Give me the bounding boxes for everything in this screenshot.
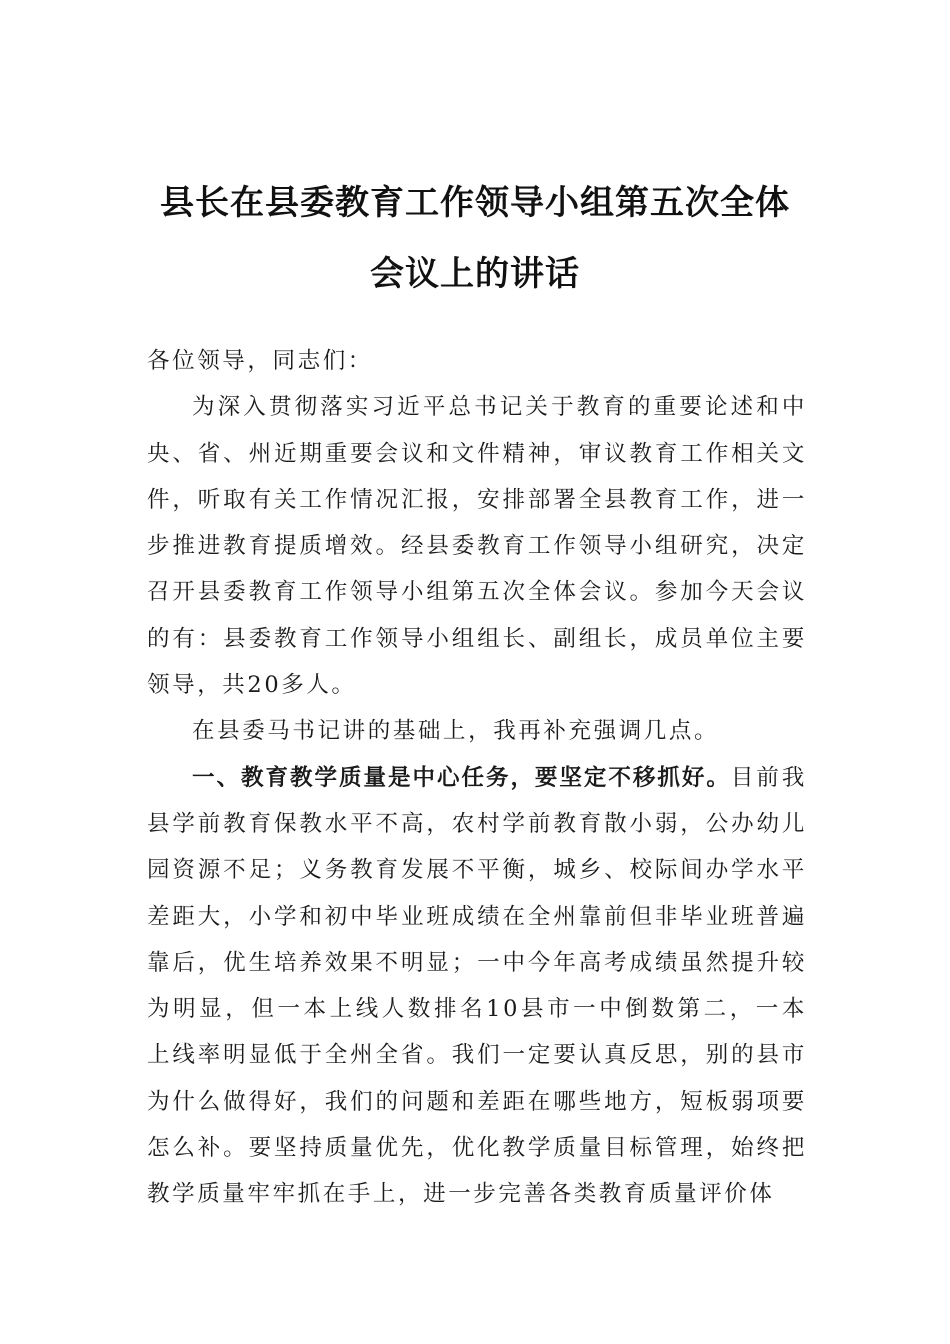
section-1-heading: 一、教育教学质量是中心任务，要坚定不移抓好。 <box>192 764 731 791</box>
salutation: 各位领导，同志们： <box>147 348 373 374</box>
document-title-line-1: 县长在县委教育工作领导小组第五次全体 <box>160 183 790 223</box>
paragraph-intro: 为深入贯彻落实习近平总书记关于教育的重要论述和中央、省、州近期重要会议和文件精神，审议教育工作相关文件，听取有关工作情况汇报，安排部署全县教育工作，进一步推进教育提质增效。经县委教育工作领导小组研究，决定召开县委教育工作领导小组第五次全体会议。参加今天会议的有：县委教育工作领导小组组长、副组长，成员单位主要领导，共20多人。 <box>147 394 807 699</box>
document-body <box>147 338 807 1218</box>
section-1-text: 目前我县学前教育保教水平不高，农村学前教育散小弱，公办幼儿园资源不足；义务教育发展不平衡，城乡、校际间办学水平差距大，小学和初中毕业班成绩在全州靠前但非毕业班普遍靠后，优生培养效果不明显；一中今年高考成绩虽然提升较为明显，但一本上线人数排名10县市一中倒数第二，一本上线率明显低于全州全省。我们一定要认真反思，别的县市为什么做得好，我们的问题和差距在哪些地方，短板弱项要怎么补。要坚持质量优先，优化教学质量目标管理，始终把教学质量牢牢抓在手上，进一步完善各类教育质量评价体 <box>147 764 807 1208</box>
document-title-line-2: 会议上的讲话 <box>370 254 580 294</box>
paragraph-section-1 <box>147 755 807 1218</box>
paragraph-transition: 在县委马书记讲的基础上，我再补充强调几点。 <box>192 718 720 745</box>
